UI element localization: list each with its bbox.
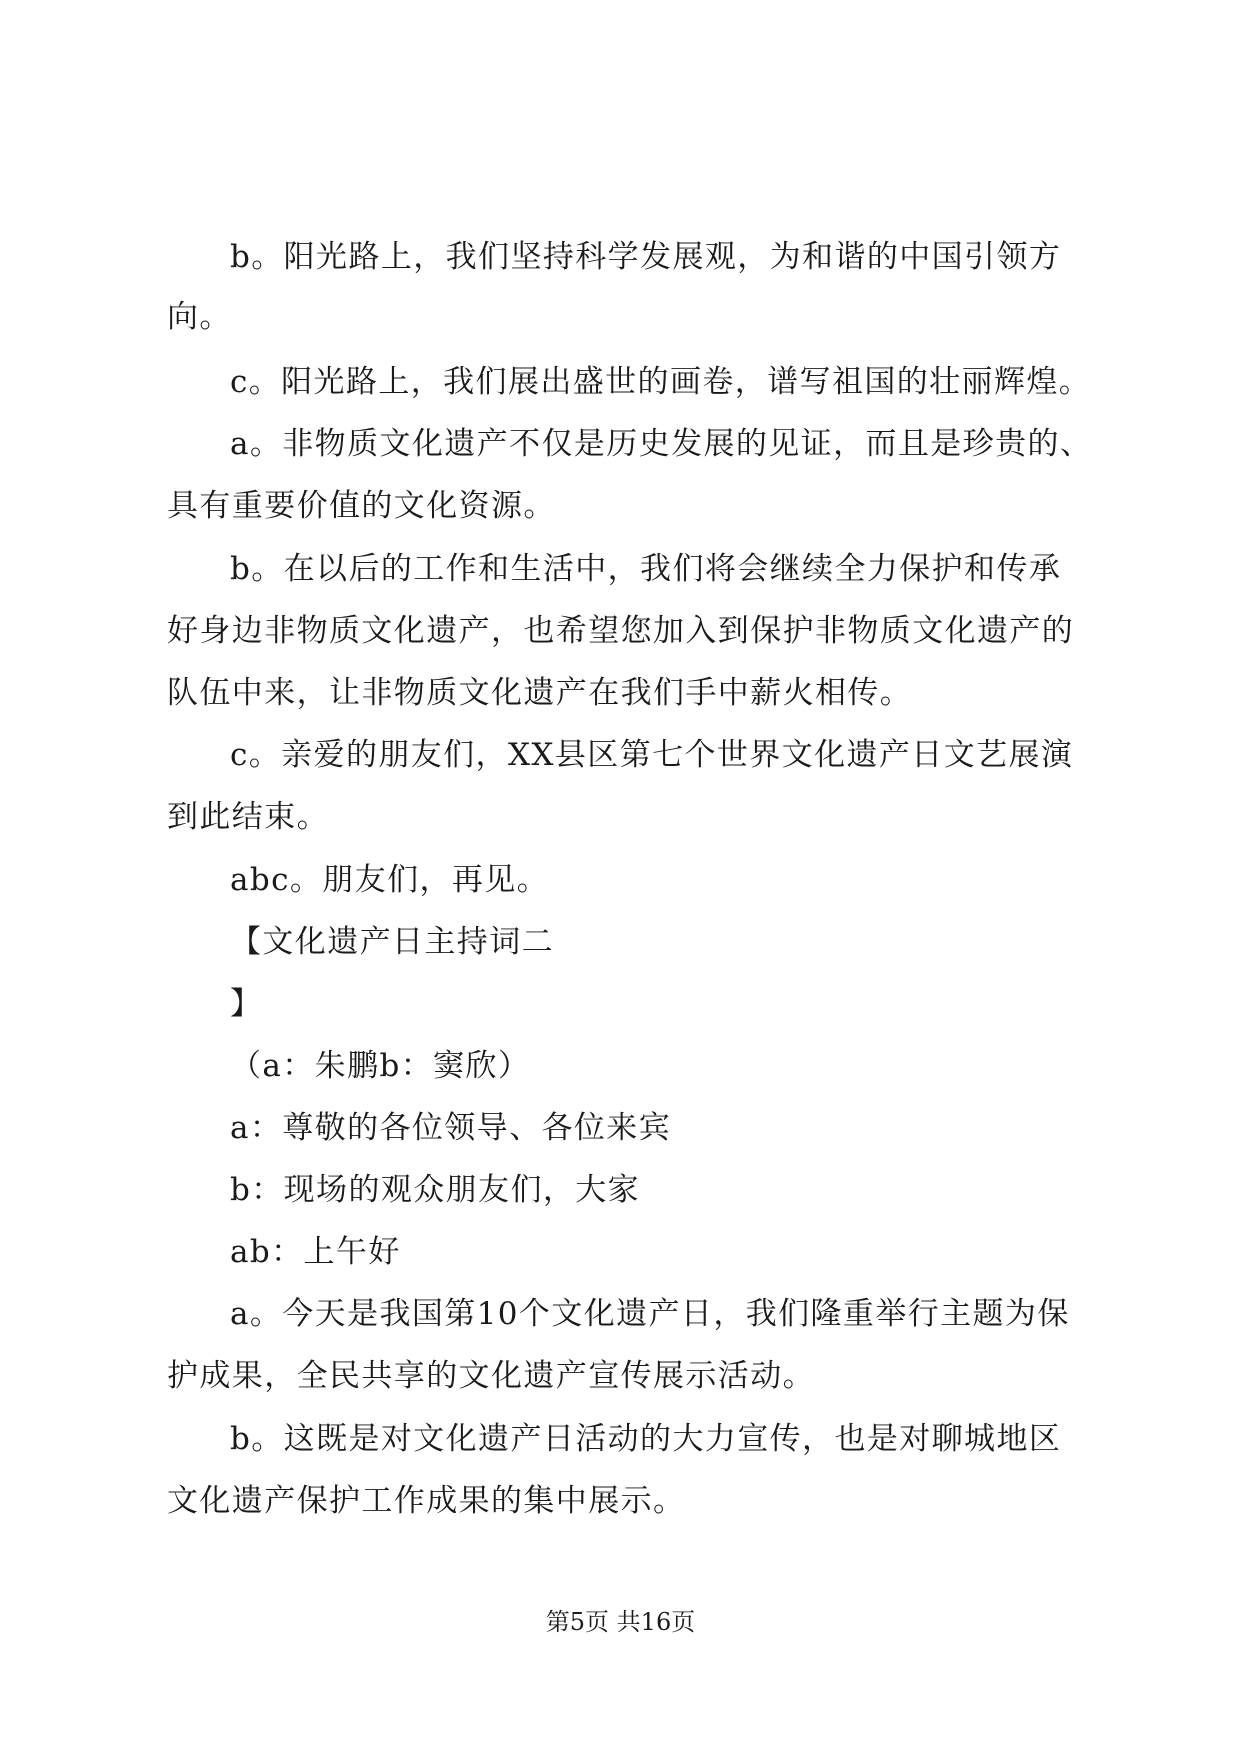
text-line: 护成果，全民共享的文化遗产宣传展示活动。	[167, 1358, 815, 1394]
text-line: 好身边非物质文化遗产，也希望您加入到保护非物质文化遗产的	[167, 613, 1075, 649]
text-line: c。阳光路上，我们展出盛世的画卷，谱写祖国的壮丽辉煌。	[230, 364, 1092, 400]
text-line: b。这既是对文化遗产日活动的大力宣传，也是对聊城地区	[230, 1421, 1062, 1457]
section-heading-close: 】	[230, 986, 263, 1022]
text-line: 队伍中来，让非物质文化遗产在我们手中薪火相传。	[167, 675, 913, 711]
text-line: ab：上午好	[230, 1234, 401, 1270]
text-line: （a：朱鹏b：窦欣）	[230, 1048, 531, 1084]
page-footer: 第5页 共16页	[545, 1608, 696, 1636]
text-line: 具有重要价值的文化资源。	[167, 488, 556, 524]
text-line: b。在以后的工作和生活中，我们将会继续全力保护和传承	[230, 551, 1062, 587]
text-line: a。非物质文化遗产不仅是历史发展的见证，而且是珍贵的、	[230, 426, 1093, 462]
section-heading: 【文化遗产日主持词二	[230, 924, 554, 960]
text-line: a。今天是我国第10个文化遗产日，我们隆重举行主题为保	[230, 1296, 1070, 1332]
text-line: c。亲爱的朋友们，XX县区第七个世界文化遗产日文艺展演	[230, 737, 1074, 773]
text-line: 向。	[167, 299, 232, 335]
text-line: 文化遗产保护工作成果的集中展示。	[167, 1483, 686, 1519]
text-line: b：现场的观众朋友们，大家	[230, 1172, 641, 1208]
text-line: b。阳光路上，我们坚持科学发展观，为和谐的中国引领方	[230, 239, 1062, 275]
text-line: 到此结束。	[167, 799, 329, 835]
text-line: abc。朋友们，再见。	[230, 862, 550, 898]
text-line: a：尊敬的各位领导、各位来宾	[230, 1110, 672, 1146]
